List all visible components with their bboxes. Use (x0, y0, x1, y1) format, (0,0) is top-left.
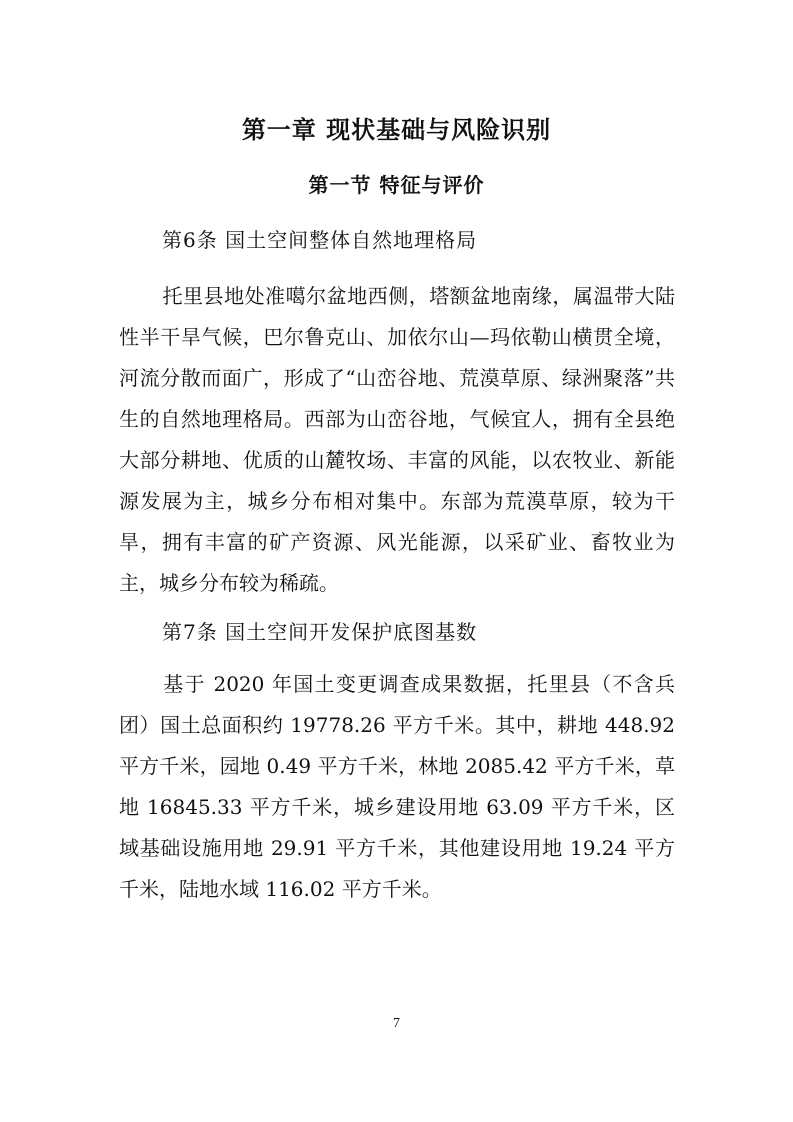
article-6-body-text: 托里县地处准噶尔盆地西侧，塔额盆地南缘，属温带大陆性半干旱气候，巴尔鲁克山、加依尔山—玛依勒山横贯全境，河流分散而面广，形成了“山峦谷地、荒漠草原、绿洲聚落”共生的自然地理格局。西部为山峦谷地，气候宜人，拥有全县绝大部分耕地、优质的山麓牧场、丰富的风能，以农牧业、新能源发展为主，城乡分布相对集中。东部为荒漠草原，较为干旱，拥有丰富的矿产资源、风光能源，以采矿业、畜牧业为主，城乡分布较为稀疏。 (119, 284, 675, 595)
article-7-heading: 第7条 国土空间开发保护底图基数 (162, 620, 478, 644)
article-7-body (119, 664, 675, 910)
article-6-body (119, 276, 675, 604)
page-number: 7 (393, 1016, 400, 1031)
article-6-heading: 第6条 国土空间整体自然地理格局 (162, 228, 478, 252)
article-7-body-text: 基于 2020 年国土变更调查成果数据，托里县（不含兵团）国土总面积约 19778.26 平方千米。其中，耕地 448.92 平方千米，园地 0.49 平方千米，林地 2085.42 平方千米，草地 16845.33 平方千米，城乡建设用地 63.09 平方千米，区域基础设施用地 29.91 平方千米，其他建设用地 19.24 平方千米，陆地水域 116.02 平方千米。 (119, 672, 675, 901)
chapter-title: 第一章 现状基础与风险识别 (241, 115, 552, 144)
section-title: 第一节 特征与评价 (308, 173, 485, 197)
